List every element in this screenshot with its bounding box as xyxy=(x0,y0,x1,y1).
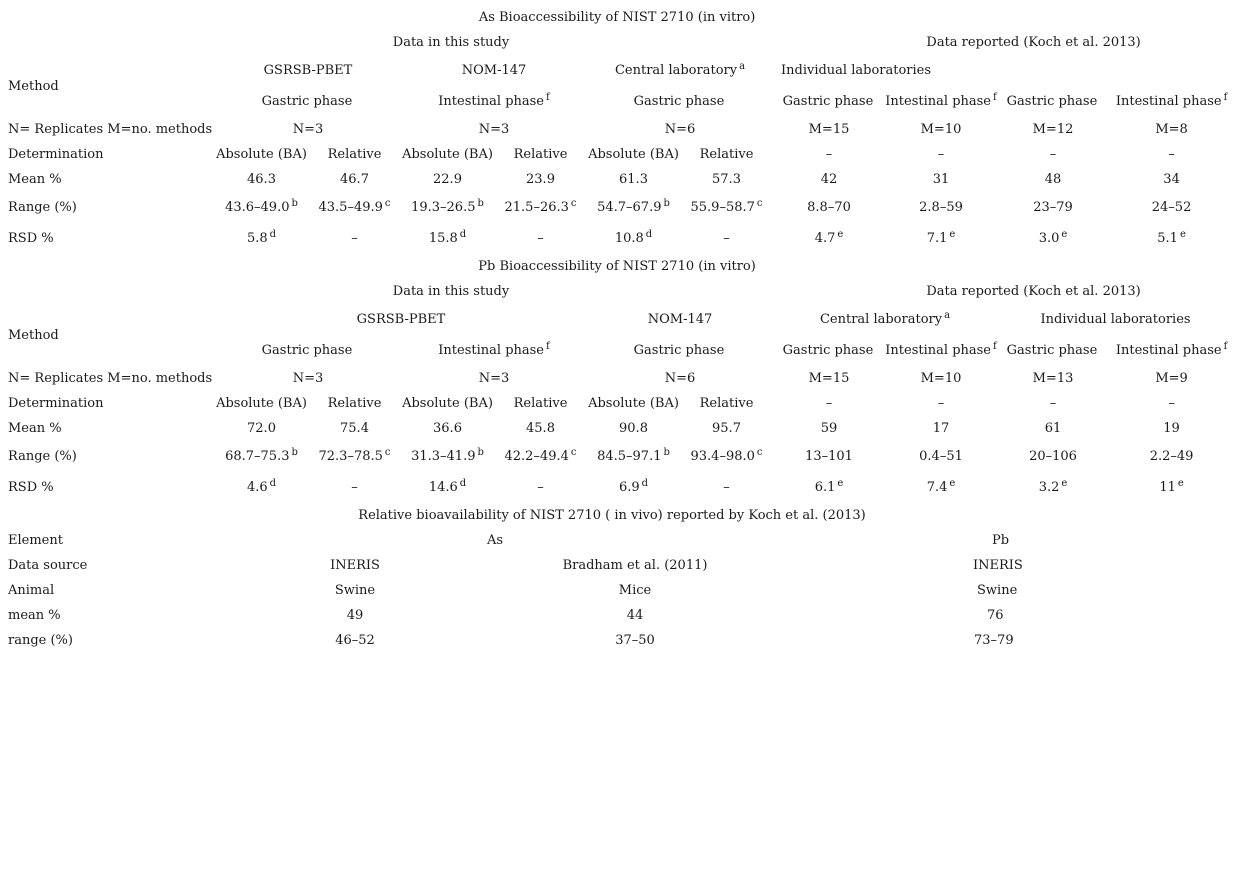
table-cell: N=6 xyxy=(664,371,696,386)
table-row xyxy=(0,391,1234,416)
table-row xyxy=(0,117,1234,142)
table-cell: 20–106 xyxy=(1029,449,1077,464)
table-cell: 36.6 xyxy=(433,421,462,436)
row-label: N= Replicates M=no. methods xyxy=(8,371,213,386)
table-row xyxy=(0,628,1224,653)
pb-table-title: Pb Bioaccessibility of NIST 2710 (in vitro) xyxy=(478,259,756,274)
table-cell: – xyxy=(825,147,833,162)
table-cell: Absolute (BA) xyxy=(402,396,493,411)
as-phase-3: Gastric phase xyxy=(633,94,725,109)
table-cell: – xyxy=(1168,147,1175,162)
table-cell: M=15 xyxy=(808,122,850,137)
table-cell: 61 xyxy=(1044,421,1062,436)
table-cell: – xyxy=(1049,147,1057,162)
as-group-study: Data in this study xyxy=(392,35,510,50)
table-cell: N=3 xyxy=(478,371,510,386)
table-row xyxy=(0,441,1234,472)
table-cell: 31.3–41.9 $^b$ xyxy=(411,447,484,464)
pb-method-label: Method xyxy=(8,327,59,343)
row-label: RSD % xyxy=(8,231,54,246)
table-cell: 2.2–49 xyxy=(1149,449,1194,464)
table-cell: 5.1 $^e$ xyxy=(1157,229,1186,246)
table-cell: 8.8–70 xyxy=(807,200,851,215)
table-cell: 10.8 $^d$ xyxy=(614,229,653,246)
table-cell: 14.6 $^d$ xyxy=(428,478,467,495)
table-row xyxy=(0,528,1224,553)
table-cell: Pb xyxy=(992,533,1010,548)
in-vivo-title: Relative bioavailability of NIST 2710 ( in vivo) reported by Koch et al. (2013) xyxy=(358,508,866,523)
pb-phase-4: Gastric phase xyxy=(782,343,874,358)
table-cell: 57.3 xyxy=(712,172,741,187)
table-cell: – xyxy=(351,231,358,246)
row-label: Mean % xyxy=(8,172,62,187)
table-cell: 3.0 $^e$ xyxy=(1038,229,1068,246)
table-cell: – xyxy=(937,147,945,162)
table-cell: N=6 xyxy=(664,122,696,137)
row-label: Element xyxy=(8,533,63,548)
table-cell: – xyxy=(1168,396,1175,411)
table-cell: 6.1 $^e$ xyxy=(814,478,844,495)
pb-group-study: Data in this study xyxy=(392,284,510,299)
table-cell: 3.2 $^e$ xyxy=(1038,478,1068,495)
as-group-reported: Data reported (Koch et al. 2013) xyxy=(926,35,1141,50)
row-label: Mean % xyxy=(8,421,62,436)
table-row xyxy=(0,603,1224,628)
table-cell: 2.8–59 xyxy=(919,200,963,215)
table-cell: M=10 xyxy=(920,122,962,137)
table-cell: 46.3 xyxy=(247,172,276,187)
pb-phase-7: Intestinal phase $^f$ xyxy=(1115,341,1228,358)
table-cell: INERIS xyxy=(330,558,380,573)
table-cell: 21.5–26.3 $^c$ xyxy=(504,198,577,215)
table-cell: 42 xyxy=(820,172,838,187)
table-cell: Relative xyxy=(513,396,568,411)
as-method-gsrsb: GSRSB-PBET xyxy=(263,63,353,78)
table-cell: 22.9 xyxy=(433,172,462,187)
row-label: Determination xyxy=(8,396,104,411)
table-cell: 59 xyxy=(820,421,838,436)
table-cell: 43.6–49.0 $^b$ xyxy=(225,198,298,215)
table-cell: 49 xyxy=(346,608,364,623)
pb-phase-5: Intestinal phase $^f$ xyxy=(885,341,997,358)
table-cell: As xyxy=(486,533,504,548)
table-cell: 72.3–78.5 $^c$ xyxy=(318,447,391,464)
table-cell: – xyxy=(937,396,945,411)
table-row xyxy=(0,223,1234,254)
table-cell: 54.7–67.9 $^b$ xyxy=(597,198,670,215)
table-cell: – xyxy=(351,480,358,495)
in-vivo-table xyxy=(0,503,1224,653)
as-method-nom: NOM-147 xyxy=(461,63,527,78)
table-cell: Relative xyxy=(699,396,754,411)
as-phase-5: Intestinal phase $^f$ xyxy=(885,92,997,109)
table-cell: – xyxy=(825,396,833,411)
as-method-label: Method xyxy=(8,78,59,94)
table-cell: 0.4–51 xyxy=(919,449,963,464)
table-cell: 93.4–98.0 $^c$ xyxy=(690,447,763,464)
table-cell: 7.1 $^e$ xyxy=(926,229,956,246)
table-cell: 45.8 xyxy=(526,421,555,436)
table-cell: 19 xyxy=(1163,421,1180,436)
table-cell: Absolute (BA) xyxy=(588,396,679,411)
table-cell: 4.7 $^e$ xyxy=(814,229,844,246)
table-cell: 46–52 xyxy=(335,633,375,648)
row-label: range (%) xyxy=(8,633,73,648)
table-cell: – xyxy=(723,480,730,495)
table-row xyxy=(0,366,1234,391)
row-label: Range (%) xyxy=(8,449,77,464)
row-label: Range (%) xyxy=(8,200,77,215)
table-cell: Relative xyxy=(513,147,568,162)
table-cell: 76 xyxy=(987,608,1004,623)
table-row xyxy=(0,167,1234,192)
pb-group-reported: Data reported (Koch et al. 2013) xyxy=(926,284,1141,299)
as-phase-2: Intestinal phase $^f$ xyxy=(438,92,550,109)
table-cell: 19.3–26.5 $^b$ xyxy=(411,198,484,215)
table-cell: – xyxy=(537,480,544,495)
table-cell: N=3 xyxy=(292,371,324,386)
table-cell: N=3 xyxy=(478,122,510,137)
pb-phase-6: Gastric phase xyxy=(1006,343,1098,358)
as-method-central: Central laboratory $^a$ xyxy=(614,61,746,78)
table-cell: M=12 xyxy=(1032,122,1074,137)
table-cell: 46.7 xyxy=(340,172,369,187)
table-cell: 68.7–75.3 $^b$ xyxy=(225,447,298,464)
table-cell: Relative xyxy=(699,147,754,162)
table-cell: Absolute (BA) xyxy=(216,396,307,411)
table-cell: 5.8 $^d$ xyxy=(246,229,277,246)
table-row xyxy=(0,416,1234,441)
table-cell: Swine xyxy=(334,583,376,598)
table-cell: 11 $^e$ xyxy=(1159,478,1184,495)
as-phase-6: Gastric phase xyxy=(1006,94,1098,109)
table-cell: 42.2–49.4 $^c$ xyxy=(504,447,577,464)
table-cell: 17 xyxy=(932,421,950,436)
table-cell: 61.3 xyxy=(619,172,648,187)
table-cell: M=13 xyxy=(1032,371,1074,386)
table-cell: 15.8 $^d$ xyxy=(428,229,467,246)
table-cell: Absolute (BA) xyxy=(216,147,307,162)
pb-phase-1: Gastric phase xyxy=(261,343,353,358)
table-cell: 95.7 xyxy=(712,421,741,436)
row-label: Animal xyxy=(8,583,55,598)
table-cell: 75.4 xyxy=(340,421,369,436)
pb-phase-2: Intestinal phase $^f$ xyxy=(438,341,550,358)
table-cell: 43.5–49.9 $^c$ xyxy=(318,198,391,215)
table-cell: M=8 xyxy=(1155,122,1188,137)
table-cell: – xyxy=(1049,396,1057,411)
table-cell: 6.9 $^d$ xyxy=(618,478,649,495)
pb-method-nom: NOM-147 xyxy=(647,312,713,327)
pb-method-central: Central laboratory $^a$ xyxy=(819,310,951,327)
table-cell: 31 xyxy=(932,172,950,187)
table-cell: 55.9–58.7 $^c$ xyxy=(690,198,763,215)
table-cell: 48 xyxy=(1044,172,1062,187)
table-cell: 24–52 xyxy=(1151,200,1192,215)
table-cell: Absolute (BA) xyxy=(588,147,679,162)
table-cell: 73–79 xyxy=(974,633,1014,648)
table-cell: 34 xyxy=(1163,172,1180,187)
table-cell: 4.6 $^d$ xyxy=(246,478,277,495)
as-method-individual: Individual laboratories xyxy=(781,63,932,78)
row-label: Data source xyxy=(8,558,88,573)
row-label: mean % xyxy=(8,608,61,623)
pb-method-individual: Individual laboratories xyxy=(1040,312,1191,327)
table-cell: Relative xyxy=(327,147,382,162)
table-row xyxy=(0,553,1224,578)
table-cell: INERIS xyxy=(973,558,1023,573)
table-cell: 37–50 xyxy=(615,633,655,648)
table-cell: 72.0 xyxy=(247,421,276,436)
table-row xyxy=(0,142,1234,167)
table-cell: – xyxy=(723,231,730,246)
table-cell: M=15 xyxy=(808,371,850,386)
table-row xyxy=(0,472,1234,503)
table-cell: 84.5–97.1 $^b$ xyxy=(597,447,670,464)
table-cell: Mice xyxy=(618,583,652,598)
table-cell: 90.8 xyxy=(619,421,648,436)
table-cell: 23–79 xyxy=(1033,200,1073,215)
as-phase-7: Intestinal phase $^f$ xyxy=(1115,92,1228,109)
table-cell: 13–101 xyxy=(805,449,853,464)
as-phase-4: Gastric phase xyxy=(782,94,874,109)
table-cell: Absolute (BA) xyxy=(402,147,493,162)
pb-bioaccessibility-table xyxy=(0,254,1234,503)
table-cell: – xyxy=(537,231,544,246)
table-cell: 23.9 xyxy=(526,172,555,187)
as-table-title: As Bioaccessibility of NIST 2710 (in vitro) xyxy=(478,10,756,25)
table-cell: Bradham et al. (2011) xyxy=(562,558,708,573)
as-phase-1: Gastric phase xyxy=(261,94,353,109)
table-cell: Relative xyxy=(327,396,382,411)
row-label: Determination xyxy=(8,147,104,162)
table-cell: Swine xyxy=(977,583,1018,598)
table-row xyxy=(0,578,1224,603)
table-row xyxy=(0,192,1234,223)
row-label: N= Replicates M=no. methods xyxy=(8,122,213,137)
table-cell: 44 xyxy=(626,608,644,623)
table-cell: 7.4 $^e$ xyxy=(926,478,956,495)
row-label: RSD % xyxy=(8,480,54,495)
table-cell: N=3 xyxy=(292,122,324,137)
table-cell: M=9 xyxy=(1155,371,1188,386)
pb-phase-3: Gastric phase xyxy=(633,343,725,358)
as-bioaccessibility-table xyxy=(0,5,1234,254)
table-cell: M=10 xyxy=(920,371,962,386)
pb-method-gsrsb: GSRSB-PBET xyxy=(356,312,446,327)
